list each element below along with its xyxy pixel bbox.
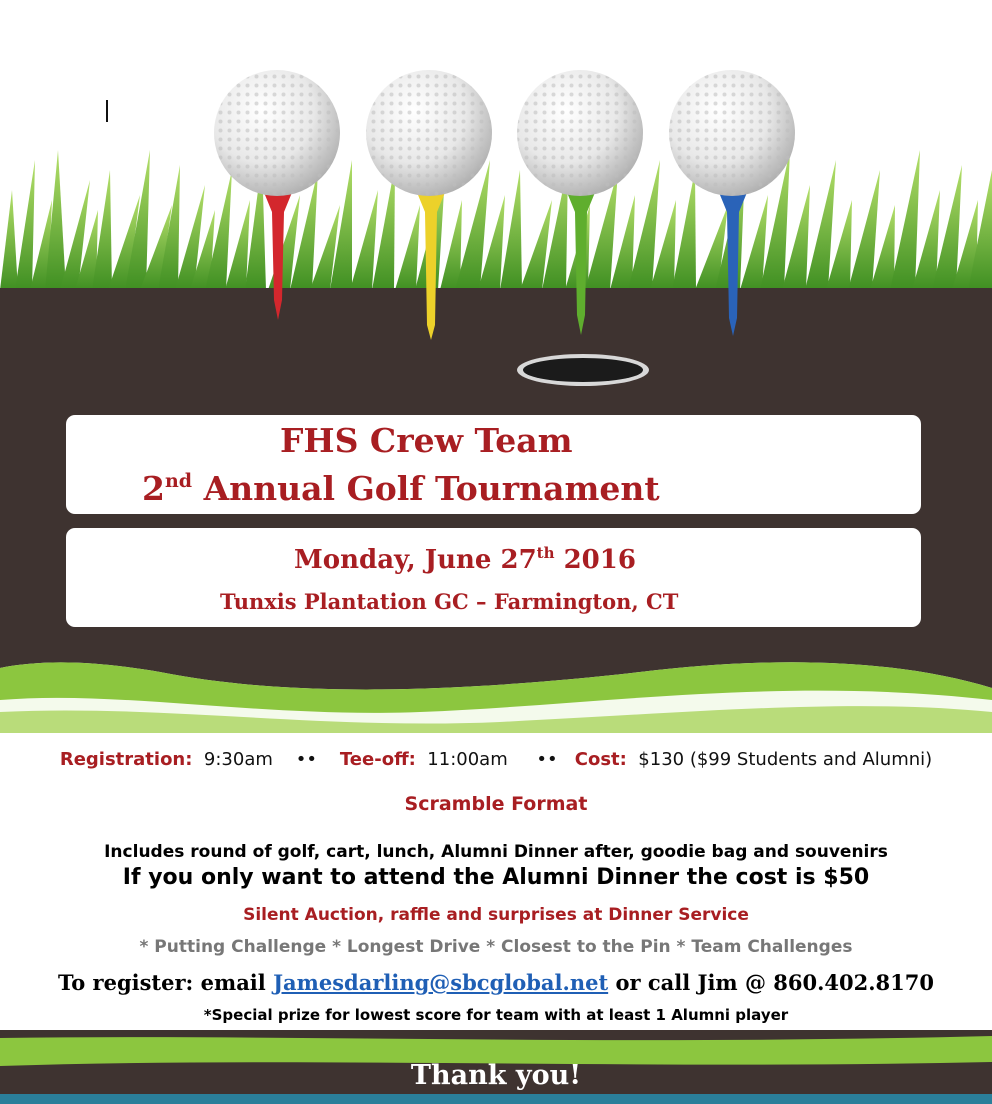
event-day: Monday, June 27 xyxy=(294,545,537,575)
thank-you-text: Thank you! xyxy=(410,1060,582,1091)
registration-time: 9:30am xyxy=(203,749,273,770)
team-title: FHS Crew Team xyxy=(280,421,573,460)
register-email-link[interactable]: Jamesdarling@sbcglobal.net xyxy=(273,970,609,995)
event-name: Annual Golf Tournament xyxy=(203,469,660,508)
registration-label: Registration: xyxy=(59,749,193,770)
ordinal-suffix: nd xyxy=(164,470,193,492)
prize-text: *Special prize for lowest score for team with at least 1 Alumni player xyxy=(203,1006,789,1024)
day-suffix: th xyxy=(536,544,555,562)
event-year: 2016 xyxy=(563,545,636,575)
event-date xyxy=(294,544,636,575)
format-text: Scramble Format xyxy=(404,793,588,815)
grass-decoration xyxy=(0,150,992,290)
event-title xyxy=(142,469,660,508)
teeoff-label: Tee-off: xyxy=(339,749,416,770)
cost-label: Cost: xyxy=(574,749,627,770)
separator: •• xyxy=(536,749,558,770)
cost-value: $130 ($99 Students and Alumni) xyxy=(638,749,933,770)
text-cursor xyxy=(106,100,108,122)
ordinal-number: 2 xyxy=(142,469,165,508)
includes-text: Includes round of golf, cart, lunch, Alumni Dinner after, goodie bag and souvenirs xyxy=(104,842,888,862)
auction-text: Silent Auction, raffle and surprises at Dinner Service xyxy=(243,905,749,925)
separator: •• xyxy=(295,749,318,770)
event-venue: Tunxis Plantation GC – Farmington, CT xyxy=(220,589,679,614)
dinner-only-text: If you only want to attend the Alumni Dinner the cost is $50 xyxy=(122,865,870,890)
teeoff-time: 11:00am xyxy=(427,749,508,770)
schedule-line xyxy=(0,749,992,770)
challenges-text: * Putting Challenge * Longest Drive * Closest to the Pin * Team Challenges xyxy=(139,937,853,957)
register-line xyxy=(0,970,992,995)
golf-ball-icon xyxy=(214,70,795,196)
register-prefix: To register: email xyxy=(57,970,266,995)
register-suffix: or call Jim @ 860.402.8170 xyxy=(615,970,935,995)
